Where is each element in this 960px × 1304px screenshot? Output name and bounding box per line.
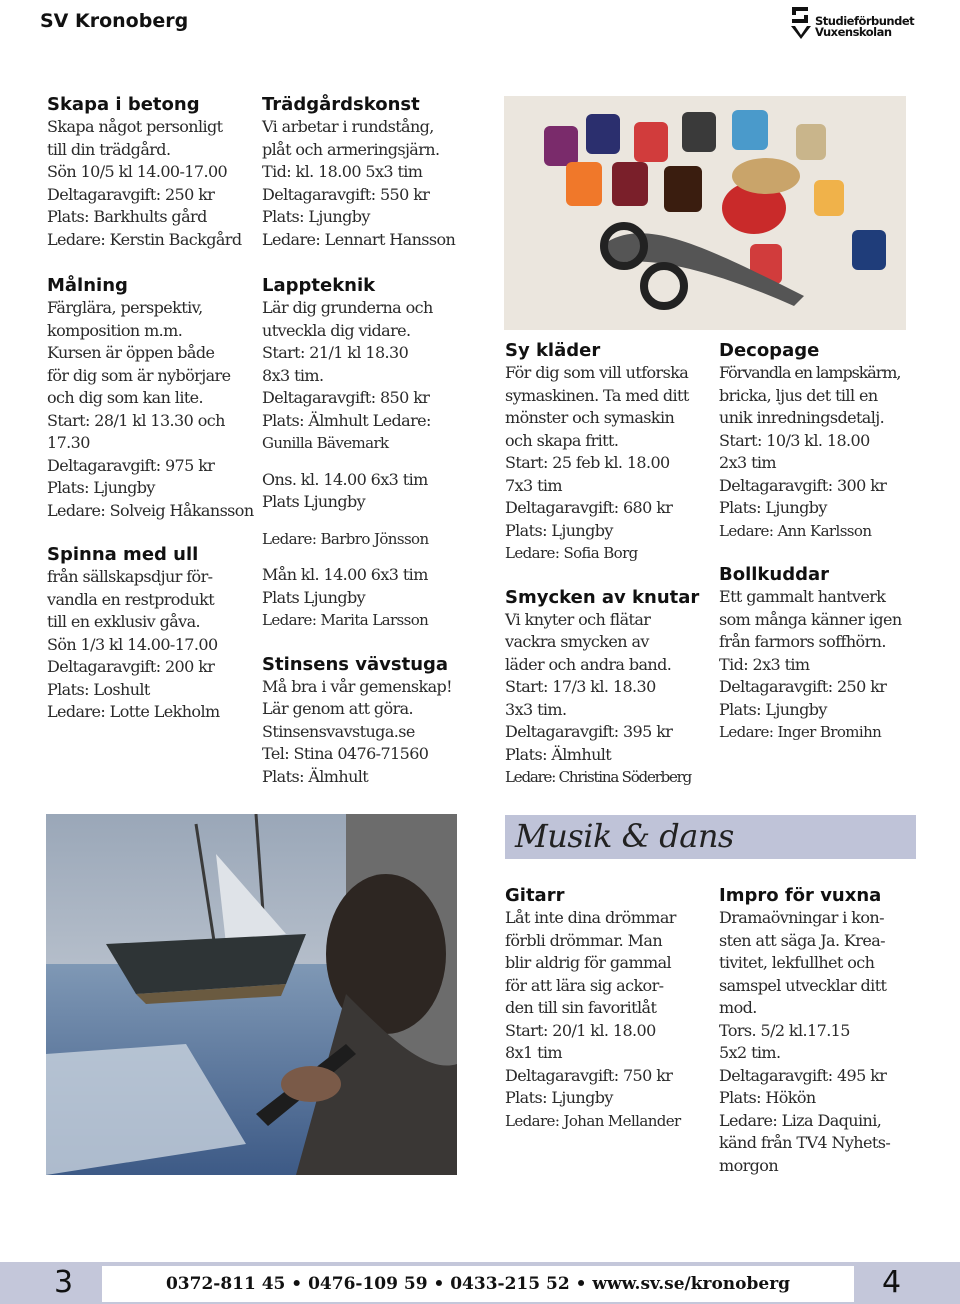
sv-logo-icon [788, 4, 814, 40]
course-line: till din trädgård. [47, 139, 171, 159]
course-line: symaskinen. Ta med ditt [505, 385, 689, 405]
course-line: förbli drömmar. Man [505, 930, 663, 950]
course-line: Plats: Loshult [47, 679, 150, 699]
course-line: vackra smycken av [505, 632, 649, 651]
page-header [0, 0, 960, 48]
course-line: Förvandla en lampskärm, [719, 363, 901, 382]
course-line: Skapa något personligt [47, 117, 223, 136]
course-line: Start: 17/3 kl. 18.30 [505, 677, 656, 696]
course-line: för att lära sig ackor- [505, 975, 664, 995]
course-line: Plats: Ljungby [719, 699, 827, 719]
column-4 [719, 340, 924, 762]
course-stinsen [262, 654, 477, 789]
course-line: Ledare: Ann Karlsson [719, 521, 872, 540]
course-line: Tors. 5/2 kl.17.15 [719, 1020, 850, 1040]
course-line: Plats: Barkhults gård [47, 207, 207, 226]
course-title: Impro för vuxna [719, 885, 882, 906]
course-impro [719, 885, 924, 1177]
course-line: Ledare: Barbro Jönsson [262, 529, 429, 548]
course-line: Kursen är öppen både [47, 343, 215, 362]
course-title: Spinna med ull [47, 544, 199, 565]
course-decopage [719, 340, 924, 542]
course-spinna [47, 544, 252, 724]
course-line: Deltagaravgift: 680 kr [505, 498, 673, 517]
course-line: Plats: Hökön [719, 1088, 816, 1107]
course-title: Smycken av knutar [505, 586, 700, 608]
course-line: Deltagaravgift: 850 kr [262, 388, 430, 407]
course-line: Ledare: Marita Larsson [262, 611, 429, 629]
course-line: 5x2 tim. [719, 1043, 781, 1062]
course-line: Deltagaravgift: 250 kr [719, 677, 887, 696]
course-line: Plats Ljungby [262, 587, 366, 607]
course-line: Lär genom att göra. [262, 699, 414, 718]
course-line: sten att säga Ja. Krea- [719, 930, 885, 950]
course-line: Plats: Älmhult [505, 744, 612, 764]
course-line: Plats: Älmhult [262, 766, 369, 786]
course-line: Ons. kl. 14.00 6x3 tim [262, 469, 428, 489]
page-number-left: 3 [54, 1265, 74, 1300]
course-line: Start: 10/3 kl. 18.00 [719, 430, 870, 450]
course-line: Ledare: Solveig Håkansson [47, 500, 254, 520]
course-line: 3x3 tim. [505, 699, 567, 719]
course-title: Bollkuddar [719, 564, 830, 585]
column-3 [505, 340, 710, 807]
course-title: Decopage [719, 340, 820, 361]
course-line: 17.30 [47, 433, 90, 452]
course-line: Deltagaravgift: 250 kr [47, 184, 215, 204]
course-line: Ett gammalt hantverk [719, 587, 886, 606]
region-title: SV Kronoberg [40, 10, 189, 32]
course-line: 8x3 tim. [262, 365, 324, 385]
course-title: Trädgårdskonst [262, 94, 420, 115]
course-line: Vi arbetar i rundstång, [262, 117, 434, 136]
section-title: Musik & dans [515, 817, 734, 855]
sewing-image [504, 96, 906, 330]
course-line: Plats: Älmhult Ledare: [262, 410, 431, 430]
painting-photo [46, 814, 457, 1175]
course-line: morgon [719, 1155, 779, 1175]
course-line: Tid: 2x3 tim [719, 654, 810, 674]
painting-image [46, 814, 457, 1175]
logo-line1: Studieförbundet [815, 14, 915, 28]
footer-contact-box [102, 1266, 854, 1302]
course-line: utveckla dig vidare. [262, 320, 411, 340]
section-band [505, 815, 916, 859]
course-line: Lär dig grunderna och [262, 298, 433, 317]
course-line: Start: 25 feb kl. 18.00 [505, 453, 670, 472]
course-line: Sön 1/3 kl 14.00-17.00 [47, 634, 218, 654]
course-line: Deltagaravgift: 395 kr [505, 722, 673, 741]
course-line: Tel: Stina 0476-71560 [262, 744, 429, 763]
course-line: läder och andra band. [505, 654, 672, 674]
course-line: Plats: Ljungby [47, 478, 155, 497]
course-line: bricka, ljus det till en [719, 385, 878, 405]
course-lappteknik [262, 275, 477, 632]
course-betong [47, 94, 252, 251]
course-line: Plats: Ljungby [719, 498, 827, 517]
course-title: Sy kläder [505, 340, 601, 361]
course-line: Ledare: Sofia Borg [505, 544, 638, 562]
course-line: plåt och armeringsjärn. [262, 139, 440, 159]
course-line: från farmors soffhörn. [719, 632, 886, 651]
course-title: Skapa i betong [47, 94, 200, 115]
column-4-lower [719, 885, 924, 1195]
column-3-lower [505, 885, 710, 1150]
course-line: komposition m.m. [47, 320, 183, 340]
course-line: Plats: Ljungby [262, 207, 370, 226]
course-line: blir aldrig för gammal [505, 953, 672, 972]
course-line: Dramaövningar i kon- [719, 908, 884, 927]
course-line: känd från TV4 Nyhets- [719, 1133, 891, 1152]
course-line: Ledare: Liza Daquini, [719, 1110, 882, 1130]
course-line: mönster och symaskin [505, 408, 675, 427]
course-line: Ledare: Johan Mellander [505, 1111, 681, 1130]
course-line: Start: 28/1 kl 13.30 och [47, 410, 225, 430]
course-line: och skapa fritt. [505, 430, 619, 450]
course-line: tivitet, lekfullhet och [719, 953, 875, 972]
course-bollkuddar [719, 564, 924, 744]
course-line: Deltagaravgift: 550 kr [262, 184, 430, 204]
course-line: till en exklusiv gåva. [47, 612, 201, 631]
course-line: unik inredningsdetalj. [719, 408, 885, 427]
course-line: Sön 10/5 kl 14.00-17.00 [47, 162, 228, 181]
logo [788, 4, 920, 42]
course-line: Låt inte dina drömmar [505, 908, 676, 927]
course-line: Ledare: Inger Bromihn [719, 723, 882, 741]
logo-line2: Vuxenskolan [815, 25, 892, 39]
column-2 [262, 94, 477, 806]
course-line: Start: 20/1 kl. 18.00 [505, 1020, 656, 1040]
course-line: och dig som kan lite. [47, 388, 204, 407]
course-title: Gitarr [505, 885, 565, 906]
course-line: Ledare: Lotte Lekholm [47, 702, 220, 721]
course-line: vandla en restprodukt [47, 589, 215, 609]
sewing-photo [504, 96, 906, 330]
course-line: Färglära, perspektiv, [47, 298, 203, 317]
course-title: Stinsens vävstuga [262, 653, 449, 675]
course-line: Deltagaravgift: 495 kr [719, 1065, 887, 1085]
course-line: Må bra i vår gemenskap! [262, 676, 453, 696]
course-line: samspel utvecklar ditt [719, 975, 887, 995]
course-line: Ledare: Lennart Hansson [262, 229, 456, 249]
course-line: Deltagaravgift: 975 kr [47, 455, 215, 475]
course-line: från sällskapsdjur för- [47, 567, 213, 586]
course-line: som många känner igen [719, 609, 902, 629]
course-title: Målning [47, 275, 128, 296]
course-line: Ledare: Christina Söderberg [505, 768, 692, 786]
course-line: Plats Ljungby [262, 492, 366, 511]
course-smycken [505, 587, 710, 789]
course-line: 2x3 tim [719, 453, 776, 472]
course-line: För dig som vill utforska [505, 363, 689, 382]
course-line: Start: 21/1 kl 18.30 [262, 343, 409, 362]
course-line: Deltagaravgift: 200 kr [47, 657, 215, 676]
course-tradgard [262, 94, 477, 251]
course-malning [47, 275, 252, 522]
footer-contact: 0372-811 45 • 0476-109 59 • 0433-215 52 • www.sv.se/kronoberg [165, 1274, 791, 1294]
column-1 [47, 94, 252, 742]
course-line: Gunilla Bävemark [262, 434, 389, 452]
course-line: Vi knyter och flätar [505, 609, 651, 629]
course-line: Plats: Ljungby [505, 520, 613, 540]
course-title: Lappteknik [262, 275, 376, 296]
course-line: den till sin favoritlåt [505, 998, 657, 1017]
course-line: Ledare: Kerstin Backgård [47, 229, 242, 249]
course-line: Mån kl. 14.00 6x3 tim [262, 565, 428, 584]
course-line: mod. [719, 998, 757, 1017]
page-footer [0, 1262, 960, 1304]
course-sy [505, 340, 710, 565]
course-line: 8x1 tim [505, 1043, 562, 1062]
course-gitarr [505, 885, 710, 1132]
course-line: Tid: kl. 18.00 5x3 tim [262, 162, 423, 181]
course-line: Stinsensvavstuga.se [262, 721, 415, 741]
course-line: för dig som är nybörjare [47, 365, 231, 385]
course-line: 7x3 tim [505, 475, 562, 495]
course-line: Plats: Ljungby [505, 1088, 613, 1107]
course-line: Deltagaravgift: 300 kr [719, 475, 887, 495]
course-line: Deltagaravgift: 750 kr [505, 1065, 673, 1085]
page-number-right: 4 [882, 1265, 902, 1300]
